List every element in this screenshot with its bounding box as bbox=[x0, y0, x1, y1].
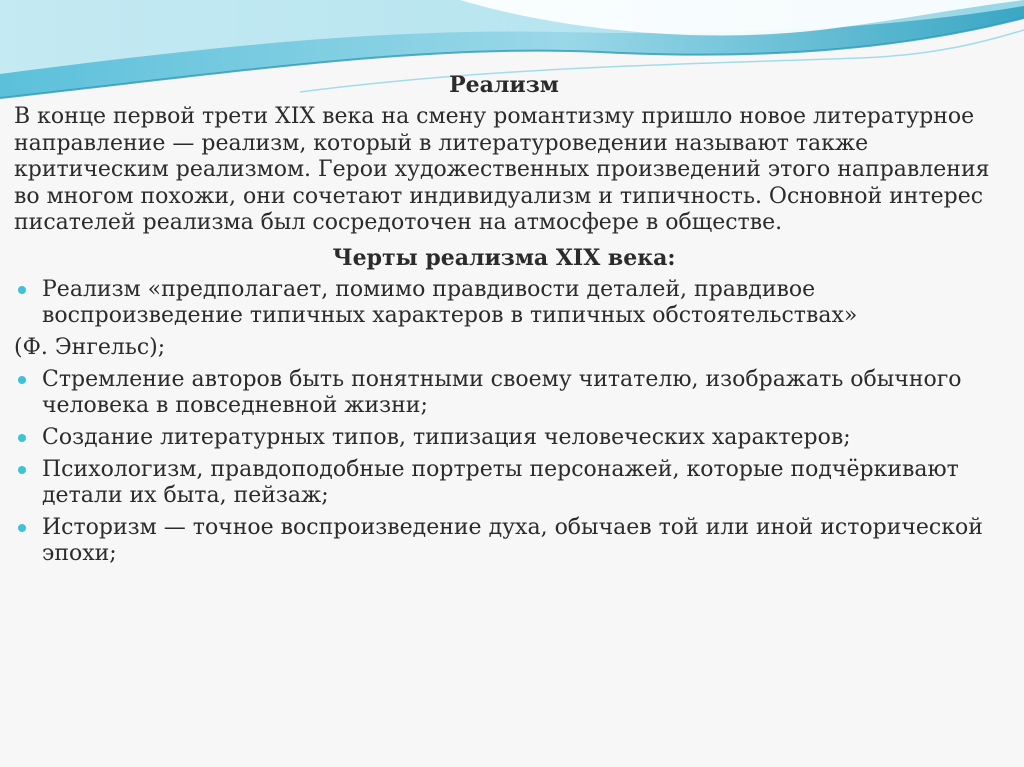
slide-content bbox=[14, 70, 994, 573]
features-list bbox=[14, 277, 994, 567]
bullet-dot-icon bbox=[18, 376, 26, 384]
list-item bbox=[14, 515, 994, 567]
bullet-dot-icon bbox=[18, 286, 26, 294]
bullet-dot-icon bbox=[18, 434, 26, 442]
list-item bbox=[14, 367, 994, 419]
list-item-text: Стремление авторов быть понятными своему читателю, изображать обычного человека в повседневной жизни; bbox=[42, 366, 962, 418]
list-item bbox=[14, 425, 994, 451]
bullet-dot-icon bbox=[18, 524, 26, 532]
slide-title: Реализм bbox=[449, 72, 559, 98]
features-subtitle: Черты реализма XIX века: bbox=[332, 244, 676, 271]
list-item-text: Историзм — точное воспроизведение духа, обычаев той или иной исторической эпохи; bbox=[42, 514, 983, 566]
intro-paragraph: В конце первой трети XIX века на смену романтизму пришло новое литературное направление — реализм, который в литературоведении называют также критическим реализмом. Герои художественных произведений этого направления во многом похожи, они сочетают индивидуализм и типичность. Основной интерес писателей реализма был сосредоточен на атмосфере в обществе. bbox=[14, 104, 990, 235]
list-item-text: Создание литературных типов, типизация человеческих характеров; bbox=[42, 424, 851, 450]
list-item-continuation bbox=[14, 335, 994, 361]
list-item-text: (Ф. Энгельс); bbox=[14, 334, 166, 360]
list-item-text: Реализм «предполагает, помимо правдивости деталей, правдивое воспроизведение типичных характеров в типичных обстоятельствах» bbox=[42, 276, 858, 328]
list-item bbox=[14, 277, 994, 329]
list-item-text: Психологизм, правдоподобные портреты персонажей, которые подчёркивают детали их быта, пейзаж; bbox=[42, 456, 959, 508]
list-item bbox=[14, 457, 994, 509]
bullet-dot-icon bbox=[18, 466, 26, 474]
